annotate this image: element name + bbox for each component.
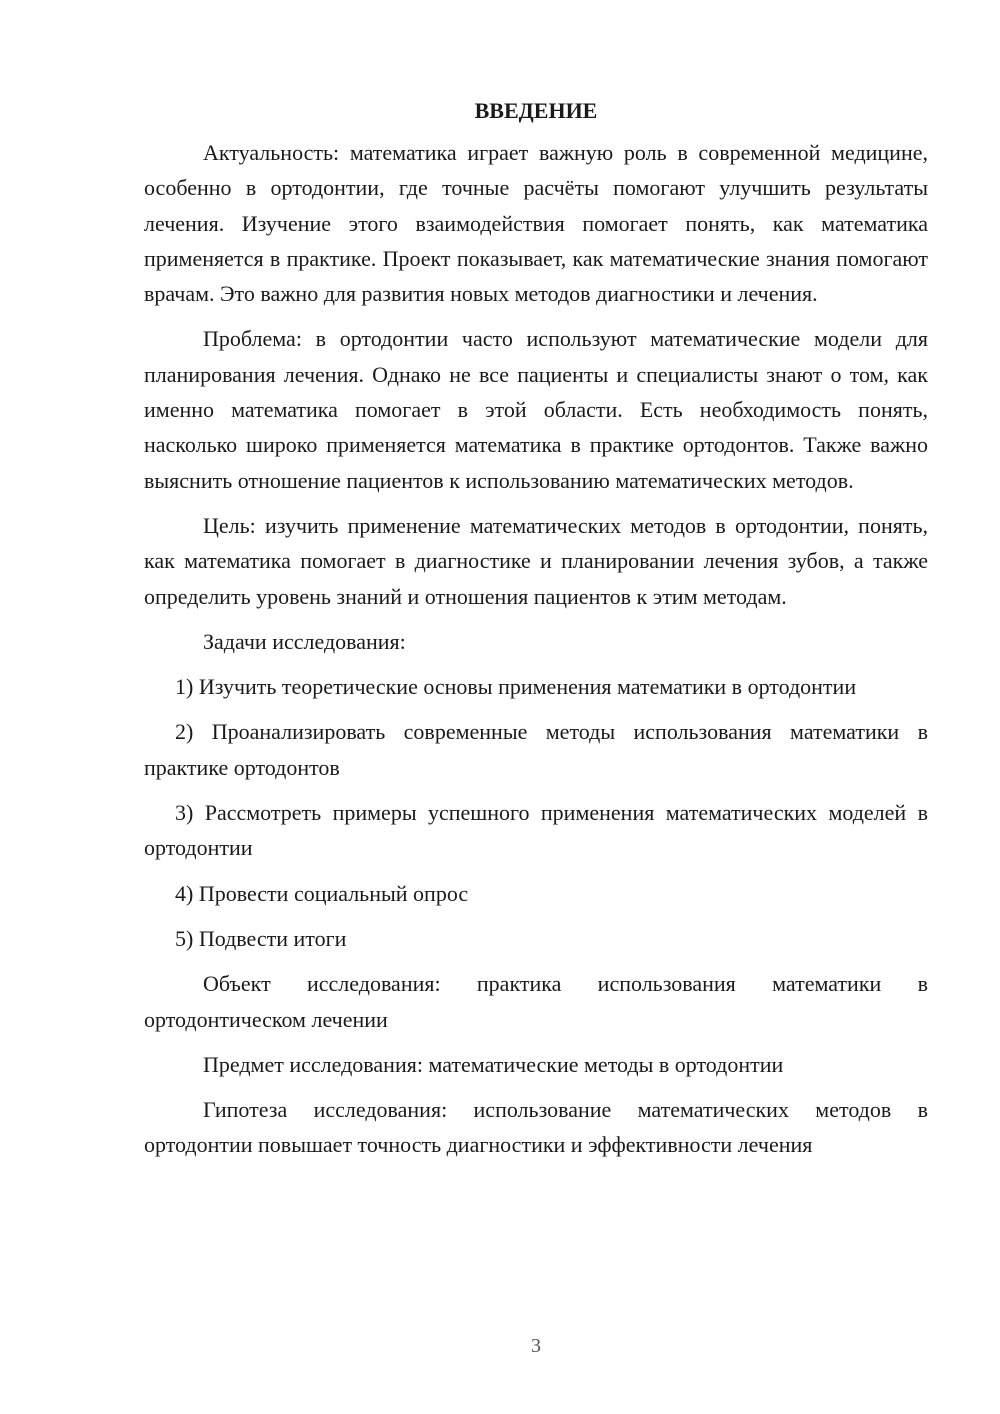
page-number: 3 — [531, 1335, 541, 1357]
task-item: 2) Проанализировать современные методы использования математики в практике ортодонтов — [144, 719, 928, 780]
task-item: 5) Подвести итоги — [175, 925, 347, 951]
paragraph-problem: Проблема: в ортодонтии часто используют математические модели для планирования лечения. Однако не все пациенты и специалисты знают о том, как именно математика помогает в этой области. Есть необходимость понять, насколько широко применяется математика в практике ортодонтов. Также важно выяснить отношение пациентов к использованию математических методов. — [144, 326, 928, 493]
section-heading: ВВЕДЕНИЕ — [474, 98, 598, 123]
task-item: 4) Провести социальный опрос — [175, 880, 469, 906]
paragraph-subject: Предмет исследования: математические методы в ортодонтии — [203, 1051, 784, 1077]
paragraph-goal: Цель: изучить применение математических методов в ортодонтии, понять, как математика помогает в диагностике и планировании лечения зубов, а также определить уровень знаний и отношения пациентов к этим методам. — [144, 512, 928, 609]
tasks-title: Задачи исследования: — [203, 628, 406, 654]
task-item: 3) Рассмотреть примеры успешного применения математических моделей в ортодонтии — [144, 800, 928, 861]
document-body — [144, 94, 928, 1173]
paragraph-hypothesis: Гипотеза исследования: использование математических методов в ортодонтии повышает точность диагностики и эффективности лечения — [144, 1097, 928, 1158]
paragraph-relevance: Актуальность: математика играет важную роль в современной медицине, особенно в ортодонтии, где точные расчёты помогают улучшить результаты лечения. Изучение этого взаимодействия помогает понять, как математика применяется в практике. Проект показывает, как математические знания помогают врачам. Это важно для развития новых методов диагностики и лечения. — [144, 140, 928, 307]
paragraph-object: Объект исследования: практика использования математики в ортодонтическом лечении — [144, 971, 928, 1032]
task-item: 1) Изучить теоретические основы применения математики в ортодонтии — [175, 674, 857, 700]
